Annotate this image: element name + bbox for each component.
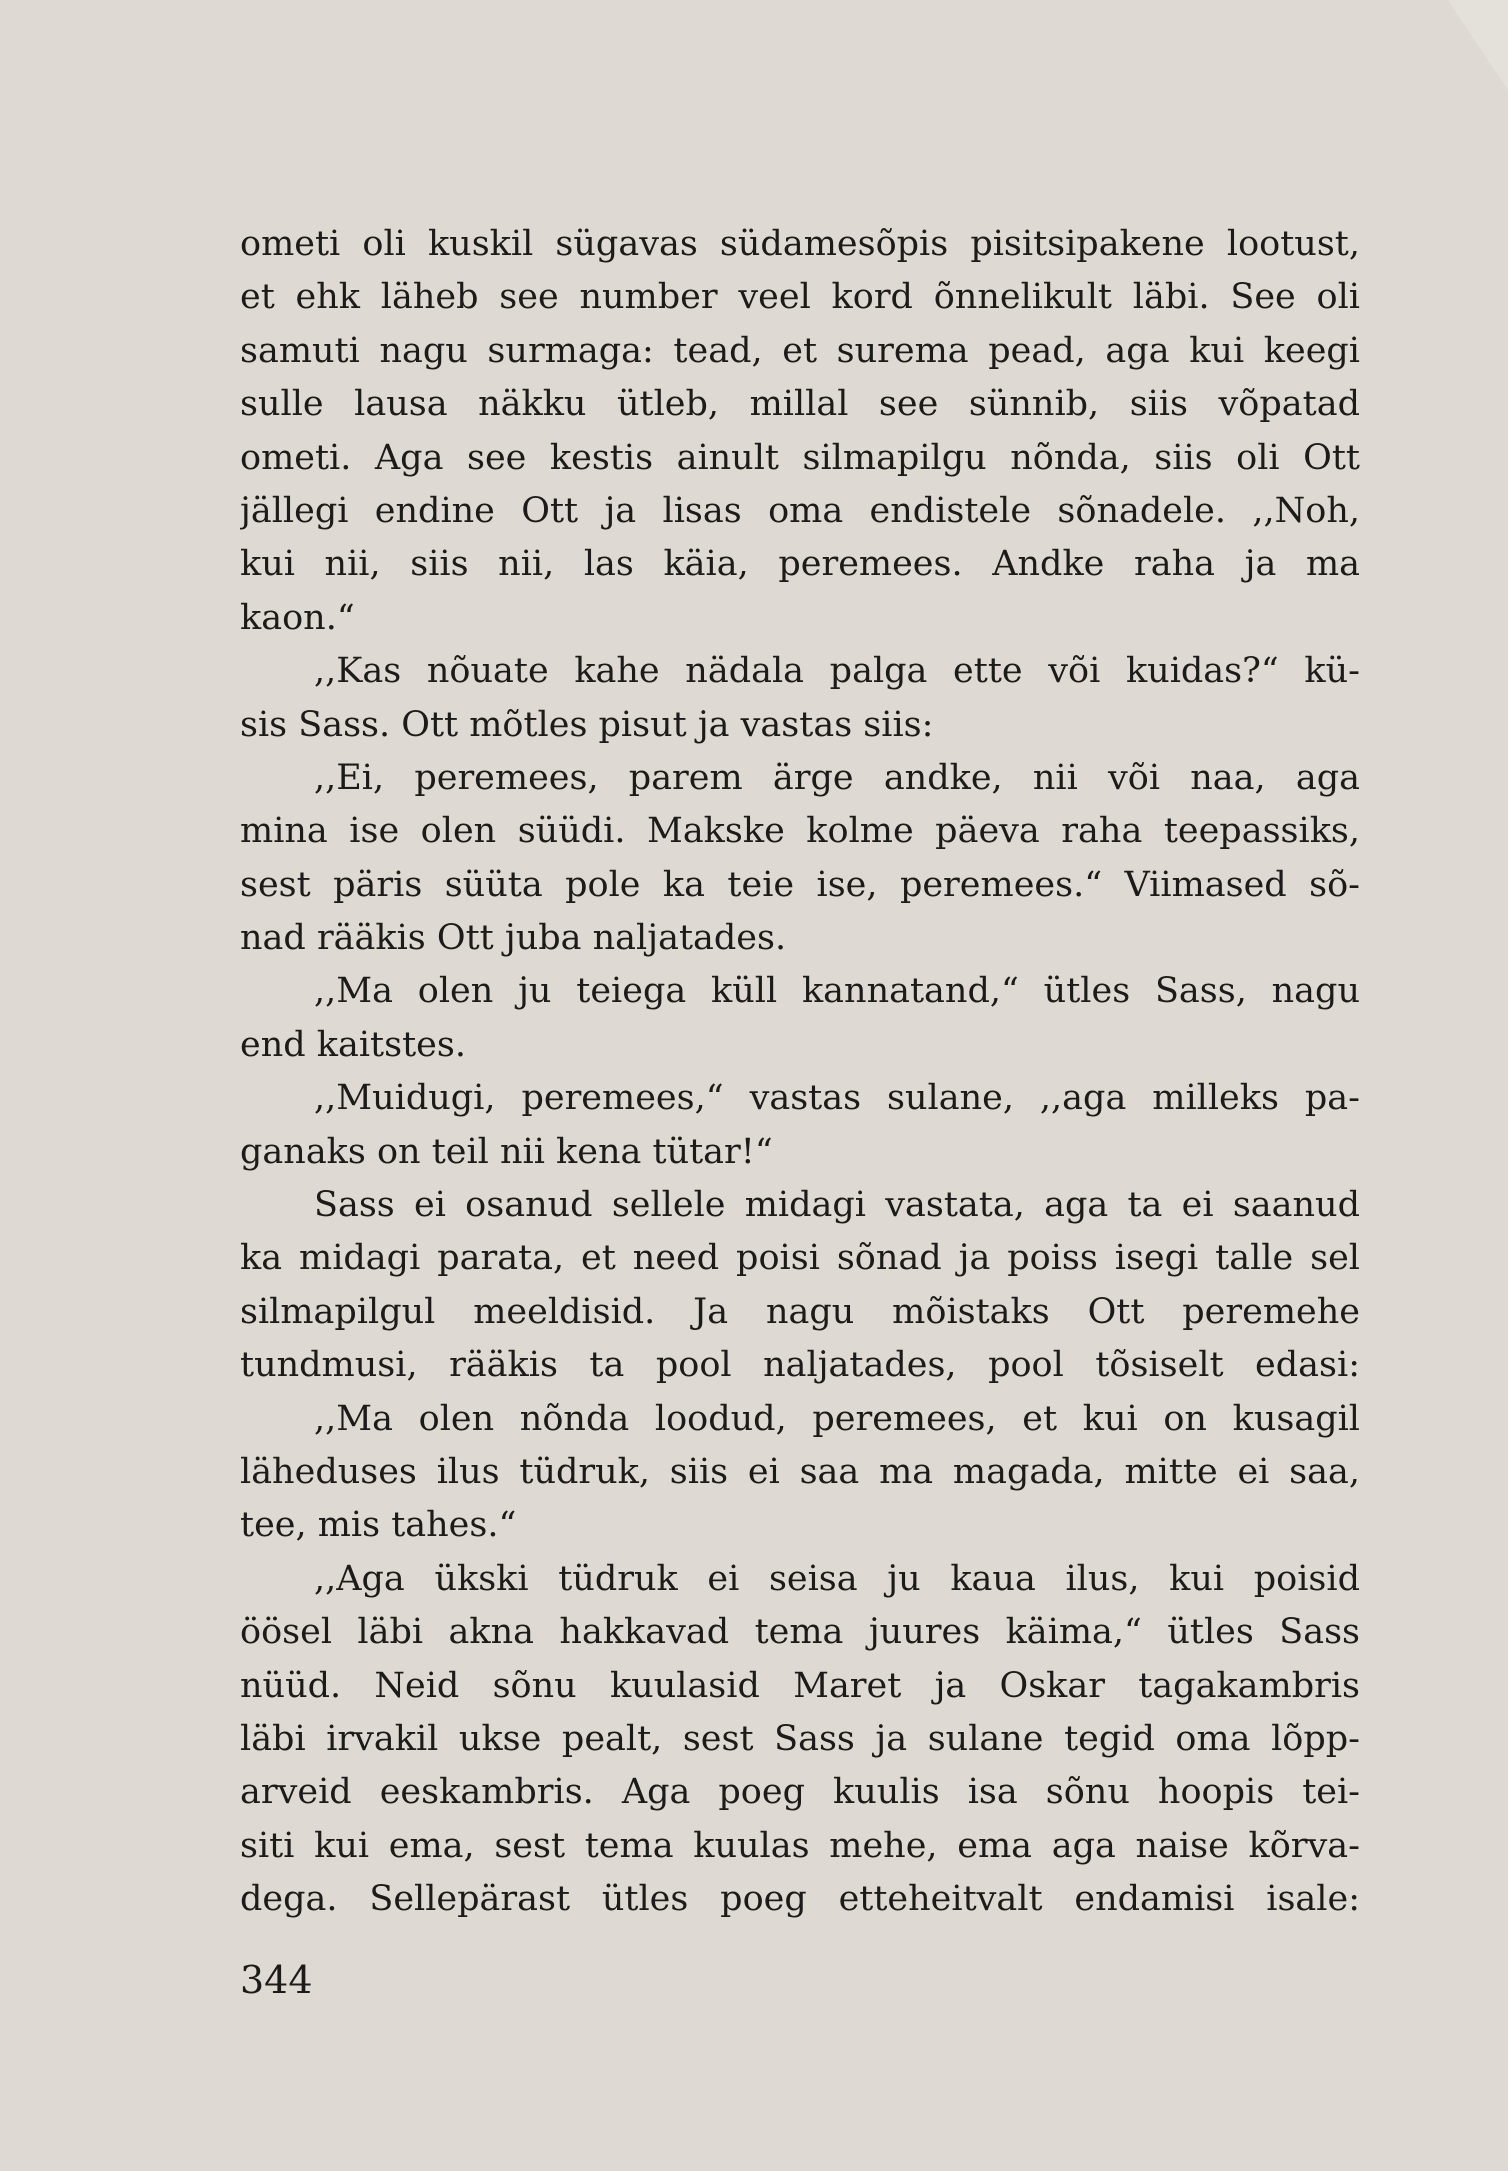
text-line: sis Sass. Ott mõtles pisut ja vastas siis: [240, 704, 934, 745]
text-line: ganaks on teil nii kena tütar!“ [240, 1131, 773, 1172]
text-line: tee, mis tahes.“ [240, 1505, 517, 1546]
text-line: jällegi endine Ott ja lisas oma endistele sõnadele. ,,Noh, [240, 490, 1360, 531]
text-line: tundmusi, rääkis ta pool naljatades, pool tõsiselt edasi: [240, 1345, 1360, 1386]
text-line: et ehk läheb see number veel kord õnnelikult läbi. See oli [240, 277, 1360, 318]
text-line: nad rääkis Ott juba naljatades. [240, 918, 787, 959]
text-line: arveid eeskambris. Aga poeg kuulis isa sõnu hoopis tei- [240, 1772, 1360, 1813]
text-line: Sass ei osanud sellele midagi vastata, aga ta ei saanud [314, 1185, 1360, 1226]
page-number: 344 [240, 1958, 313, 2002]
page-corner-shade [1448, 0, 1508, 90]
text-line: ometi oli kuskil sügavas südamesõpis pisitsipakene lootust, [240, 224, 1360, 264]
text-line: läbi irvakil ukse pealt, sest Sass ja sulane tegid oma lõpp- [240, 1718, 1360, 1759]
text-line: ,,Kas nõuate kahe nädala palga ette või kuidas?“ kü- [314, 651, 1360, 692]
text-line: ka midagi parata, et need poisi sõnad ja poiss isegi talle sel [240, 1238, 1360, 1279]
text-line: öösel läbi akna hakkavad tema juures käima,“ ütles Sass [240, 1612, 1360, 1653]
text-line: ,,Aga ükski tüdruk ei seisa ju kaua ilus, kui poisid [314, 1558, 1360, 1599]
text-line: ,,Muidugi, peremees,“ vastas sulane, ,,aga milleks pa- [314, 1078, 1360, 1119]
text-line: nüüd. Neid sõnu kuulasid Maret ja Oskar tagakambris [240, 1665, 1360, 1706]
text-line: mina ise olen süüdi. Makske kolme päeva raha teepassiks, [240, 811, 1360, 852]
text-line: ,,Ma olen ju teiega küll kannatand,“ ütles Sass, nagu [314, 971, 1360, 1012]
text-line: sest päris süüta pole ka teie ise, peremees.“ Viimased sõ- [240, 864, 1360, 905]
text-line: end kaitstes. [240, 1024, 466, 1065]
text-line: ,,Ma olen nõnda loodud, peremees, et kui on kusagil [314, 1398, 1360, 1439]
text-line: silmapilgul meeldisid. Ja nagu mõistaks Ott peremehe [240, 1291, 1360, 1332]
body-text [240, 218, 1360, 1927]
text-line: kaon.“ [240, 597, 355, 638]
text-line: kui nii, siis nii, las käia, peremees. Andke raha ja ma [240, 544, 1360, 585]
text-line: sulle lausa näkku ütleb, millal see sünnib, siis võpatad [240, 384, 1360, 425]
text-line: ,,Ei, peremees, parem ärge andke, nii või naa, aga [314, 757, 1360, 798]
text-line: dega. Sellepärast ütles poeg etteheitvalt endamisi isale: [240, 1879, 1360, 1920]
text-line: samuti nagu surmaga: tead, et surema pead, aga kui keegi [240, 330, 1360, 371]
text-line: läheduses ilus tüdruk, siis ei saa ma magada, mitte ei saa, [240, 1451, 1360, 1492]
text-line: siti kui ema, sest tema kuulas mehe, ema aga naise kõrva- [240, 1825, 1360, 1866]
text-line: ometi. Aga see kestis ainult silmapilgu nõnda, siis oli Ott [240, 437, 1360, 478]
